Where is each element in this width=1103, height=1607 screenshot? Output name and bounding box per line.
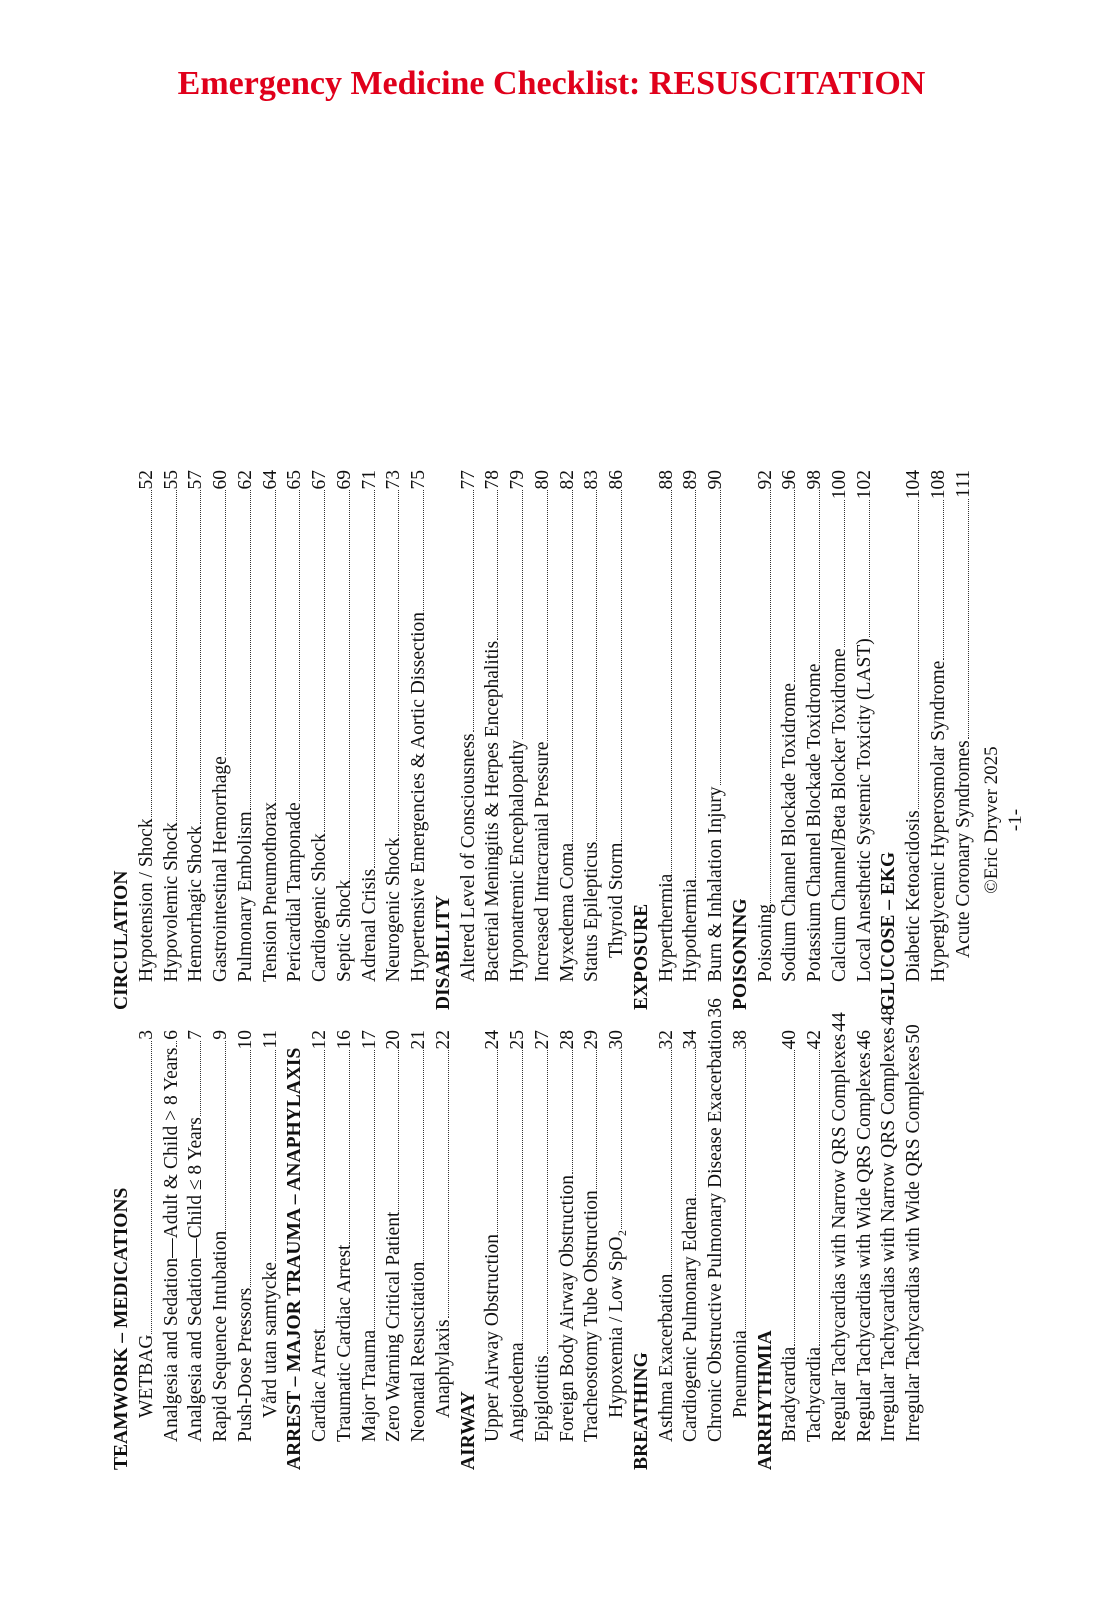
- dot-leader: [362, 491, 375, 868]
- toc-entry[interactable]: [927, 470, 952, 1010]
- toc-entry[interactable]: [209, 470, 234, 1010]
- page-number: -1-: [1005, 808, 1026, 832]
- toc-entry-page: 90: [705, 470, 726, 490]
- toc-entry[interactable]: [209, 1030, 234, 1470]
- toc-entry[interactable]: [506, 1030, 531, 1470]
- toc-entry[interactable]: [704, 470, 729, 1010]
- toc-entry-page: 78: [482, 470, 504, 490]
- toc-entry-label: Vård utan samtycke: [259, 1262, 281, 1418]
- toc-entry-label: Angioedema: [507, 1342, 528, 1442]
- toc-entry-label: Regular Tachycardias with Narrow QRS Complexes: [828, 1033, 850, 1442]
- toc-entry[interactable]: [531, 1030, 556, 1470]
- toc-entry-page: 104: [903, 470, 924, 500]
- toc-entry-page: 24: [482, 1030, 504, 1050]
- dot-leader: [659, 491, 672, 873]
- toc-entry-label: Rapid Sequence Intubation: [210, 1230, 231, 1442]
- toc-entry-page: 52: [135, 470, 157, 490]
- dot-leader: [312, 1051, 325, 1328]
- toc-entry-page: 11: [259, 1030, 281, 1049]
- toc-entry-label: Bradycardia: [779, 1346, 801, 1442]
- toc-entry[interactable]: [135, 1030, 160, 1470]
- toc-entry-page: 50: [903, 1024, 924, 1044]
- toc-entry-label: Cardiac Arrest: [309, 1328, 330, 1442]
- toc-entry-label: Adrenal Crisis: [358, 868, 380, 982]
- toc-entry-page: 38: [729, 1030, 751, 1050]
- section-heading: ARREST – MAJOR TRAUMA – ANAPHYLAXIS: [284, 1047, 306, 1470]
- toc-entry-label: Calcium Channel/Beta Blocker Toxidrome: [828, 648, 850, 982]
- dot-leader: [461, 491, 474, 733]
- toc-entry[interactable]: [135, 470, 160, 1010]
- toc-entry[interactable]: [481, 470, 506, 1010]
- toc-entry-page: 111: [952, 470, 974, 498]
- dot-leader: [486, 491, 499, 640]
- toc-entry-page: 62: [234, 470, 256, 490]
- toc-entry-page: 69: [333, 470, 355, 490]
- dot-leader: [857, 500, 870, 637]
- copyright-text: ©Eric Dryver 2025: [981, 746, 1002, 894]
- dot-leader: [510, 1051, 523, 1342]
- toc-entry[interactable]: [828, 1012, 853, 1470]
- dot-leader: [535, 1051, 548, 1355]
- toc-entry[interactable]: [556, 1030, 581, 1470]
- dot-leader: [807, 1051, 820, 1347]
- toc-entry-page: 28: [556, 1030, 578, 1050]
- toc-entry-label: Hypothermia: [680, 879, 702, 982]
- toc-entry-label: Foreign Body Airway Obstruction: [556, 1174, 578, 1442]
- dot-leader: [238, 491, 251, 811]
- toc-entry-label: Poisoning: [754, 903, 776, 982]
- toc-entry-page: 48: [878, 1005, 900, 1026]
- toc-entry[interactable]: [778, 470, 803, 1010]
- toc-entry[interactable]: [259, 470, 284, 1010]
- toc-entry[interactable]: [506, 470, 531, 1010]
- toc-entry-page: 82: [556, 470, 578, 490]
- toc-entry[interactable]: [358, 1030, 383, 1470]
- toc-entry-label: Bacterial Meningitis & Herpes Encephalitis: [482, 640, 504, 982]
- dot-leader: [535, 491, 548, 741]
- toc-entry-label: Anaphylaxis: [432, 1319, 454, 1418]
- toc-entry-page: 29: [581, 1030, 603, 1050]
- toc-entry-page: 80: [531, 470, 553, 490]
- table-of-contents: [110, 470, 974, 1470]
- toc-entry-label: Analgesia and Sedation—Adult & Child > 8 Years: [160, 1047, 182, 1442]
- toc-entry[interactable]: [778, 1030, 803, 1470]
- dot-leader: [288, 491, 301, 802]
- toc-entry[interactable]: [407, 1030, 432, 1470]
- toc-entry[interactable]: [160, 1030, 185, 1470]
- toc-entry-label: Hypotension / Shock: [135, 818, 157, 982]
- toc-entry-page: 83: [581, 470, 603, 490]
- toc-entry-label: WETBAG: [135, 1334, 157, 1418]
- toc-column-left: [110, 998, 927, 1470]
- toc-entry[interactable]: [952, 470, 977, 1010]
- toc-entry[interactable]: [160, 470, 185, 1010]
- toc-entry[interactable]: [902, 1024, 927, 1470]
- toc-entry-label: Pericardial Tamponade: [284, 802, 306, 982]
- toc-entry[interactable]: [877, 1005, 902, 1470]
- toc-entry-page: 108: [927, 470, 949, 500]
- toc-entry-label: Increased Intracranial Pressure: [531, 741, 553, 982]
- dot-leader: [362, 1051, 375, 1329]
- dot-leader: [510, 491, 523, 739]
- footer: [980, 720, 1060, 920]
- toc-entry-label: Hemorrhagic Shock: [185, 825, 207, 982]
- toc-entry[interactable]: [184, 470, 209, 1010]
- document-title: Emergency Medicine Checklist: RESUSCITATION: [177, 65, 926, 102]
- toc-entry-page: 25: [507, 1030, 528, 1050]
- toc-entry[interactable]: [184, 1030, 209, 1470]
- toc-entry[interactable]: [803, 1030, 828, 1470]
- dot-leader: [189, 1041, 202, 1116]
- toc-entry-label: Chronic Obstructive Pulmonary Disease Exacerbation: [705, 1019, 726, 1442]
- toc-entry-page: 42: [804, 1030, 825, 1050]
- toc-entry-label: Regular Tachycardias with Wide QRS Complexes: [853, 1052, 875, 1442]
- toc-entry-page: 10: [234, 1030, 256, 1050]
- toc-entry-label: Hypertensive Emergencies & Aortic Dissection: [408, 611, 429, 982]
- toc-entry[interactable]: [679, 470, 704, 1010]
- toc-entry[interactable]: [605, 470, 630, 1010]
- toc-column-right: [110, 470, 976, 1010]
- toc-entry[interactable]: [457, 470, 482, 1010]
- toc-entry-label: Cardiogenic Shock: [309, 833, 330, 982]
- toc-entry-label: Septic Shock: [333, 879, 355, 982]
- toc-entry-label: Status Epilepticus: [581, 841, 603, 982]
- toc-entry-page: 44: [828, 1012, 850, 1032]
- dot-leader: [337, 491, 350, 879]
- dot-leader: [411, 491, 424, 611]
- toc-entry-label: Tachycardia: [804, 1347, 825, 1442]
- toc-entry-label: Potassium Channel Blockade Toxidrome: [804, 663, 825, 982]
- toc-entry[interactable]: [234, 470, 259, 1010]
- toc-entry-page: 21: [408, 1030, 429, 1050]
- toc-entry-label: Hyponatremic Encephalopathy: [507, 739, 528, 982]
- toc-entry[interactable]: [605, 1030, 630, 1470]
- toc-entry[interactable]: [333, 1030, 358, 1470]
- toc-entry[interactable]: [556, 470, 581, 1010]
- toc-entry[interactable]: [729, 1030, 754, 1470]
- dot-leader: [411, 1051, 424, 1261]
- toc-entry-label: Traumatic Cardiac Arrest: [333, 1244, 355, 1442]
- toc-entry[interactable]: [333, 470, 358, 1010]
- dot-leader: [213, 1041, 226, 1230]
- toc-entry[interactable]: [704, 998, 729, 1470]
- dot-leader: [832, 500, 845, 647]
- toc-entry-label: Hypovolemic Shock: [160, 822, 182, 982]
- section-heading: EXPOSURE: [630, 903, 652, 1010]
- dot-leader: [213, 491, 226, 756]
- toc-entry-label: Diabetic Ketoacidosis: [903, 810, 924, 982]
- toc-entry[interactable]: [358, 470, 383, 1010]
- toc-entry-label: Neonatal Resuscitation: [408, 1261, 429, 1442]
- toc-entry[interactable]: [580, 1030, 605, 1470]
- dot-leader: [906, 500, 919, 809]
- toc-entry-label: Asthma Exacerbation: [655, 1273, 677, 1442]
- toc-entry[interactable]: [853, 1030, 878, 1470]
- dot-leader: [783, 491, 796, 683]
- toc-entry-page: 65: [284, 470, 306, 490]
- dot-leader: [733, 1051, 746, 1330]
- toc-entry[interactable]: [308, 470, 333, 1010]
- toc-entry-label: Altered Level of Consciousness: [457, 733, 479, 982]
- dot-leader: [337, 1051, 350, 1244]
- dot-leader: [560, 1051, 573, 1174]
- toc-entry-page: 89: [680, 470, 702, 490]
- toc-entry-page: 102: [853, 470, 875, 500]
- dot-leader: [807, 491, 820, 663]
- dot-leader: [585, 491, 598, 841]
- toc-entry[interactable]: [283, 470, 308, 1010]
- section-heading: CIRCULATION: [111, 870, 132, 1010]
- dot-leader: [659, 1051, 672, 1273]
- toc-entry-label: Myxedema Coma: [556, 842, 578, 982]
- dot-leader: [684, 1051, 697, 1197]
- toc-entry-label: Pneumonia: [729, 1330, 751, 1418]
- toc-entry[interactable]: [382, 470, 407, 1010]
- section-heading: POISONING: [729, 898, 751, 1010]
- dot-leader: [436, 1051, 449, 1319]
- toc-entry-page: 92: [754, 470, 776, 490]
- section-heading: AIRWAY: [457, 1391, 479, 1470]
- toc-entry-page: 7: [185, 1030, 207, 1040]
- toc-entry-label: Analgesia and Sedation—Child ≤ 8 Years: [185, 1117, 207, 1442]
- toc-entry-page: 3: [135, 1030, 157, 1040]
- toc-entry[interactable]: [432, 1030, 457, 1470]
- toc-entry-page: 57: [185, 470, 207, 490]
- toc-entry[interactable]: [655, 1030, 680, 1470]
- dot-leader: [486, 1051, 499, 1234]
- dot-leader: [238, 1051, 251, 1287]
- toc-entry-page: 36: [705, 998, 726, 1018]
- toc-entry-page: 86: [606, 470, 627, 490]
- toc-entry[interactable]: [308, 1030, 333, 1470]
- toc-entry-page: 100: [828, 470, 850, 500]
- toc-entry[interactable]: [407, 470, 432, 1010]
- dot-leader: [931, 500, 944, 659]
- toc-entry-page: 16: [333, 1030, 355, 1050]
- toc-entry[interactable]: [754, 470, 779, 1010]
- toc-entry-page: 17: [358, 1030, 380, 1050]
- toc-entry-page: 30: [606, 1030, 627, 1050]
- toc-entry-page: 67: [309, 470, 330, 490]
- toc-entry-label: Hypoxemia / Low SpO₂: [606, 1229, 627, 1418]
- section-heading: TEAMWORK – MEDICATIONS: [111, 1187, 132, 1470]
- dot-leader: [139, 1041, 152, 1334]
- dot-leader: [312, 491, 325, 833]
- dot-leader: [956, 499, 969, 739]
- toc-entry[interactable]: [679, 1030, 704, 1470]
- dot-leader: [684, 491, 697, 879]
- dot-leader: [609, 491, 622, 842]
- dot-leader: [189, 491, 202, 825]
- section-heading: GLUCOSE – EKG: [878, 851, 900, 1010]
- toc-entry-page: 34: [680, 1030, 702, 1050]
- toc-entry-page: 98: [804, 470, 825, 490]
- toc-entry-label: Upper Airway Obstruction: [482, 1234, 504, 1442]
- toc-entry-page: 64: [259, 470, 281, 490]
- toc-entry[interactable]: [828, 470, 853, 1010]
- toc-entry-label: Neurogenic Shock: [383, 837, 405, 982]
- section-heading: BREATHING: [630, 1352, 652, 1470]
- dot-leader: [387, 491, 400, 837]
- toc-entry-page: 71: [358, 470, 380, 490]
- toc-entry-label: Tension Pneumothorax: [259, 801, 281, 982]
- toc-entry-page: 20: [383, 1030, 405, 1050]
- toc-entry-page: 32: [655, 1030, 677, 1050]
- toc-entry-label: Irregular Tachycardias with Narrow QRS Complexes: [878, 1027, 900, 1442]
- toc-entry-page: 73: [383, 470, 405, 490]
- toc-entry-label: Burn & Inhalation Injury: [705, 786, 726, 982]
- dot-leader: [585, 1051, 598, 1190]
- toc-entry-label: Local Anesthetic Systemic Toxicity (LAST): [853, 638, 875, 982]
- dot-leader: [164, 1041, 177, 1047]
- toc-entry[interactable]: [259, 1030, 284, 1470]
- toc-entry[interactable]: [902, 470, 927, 1010]
- toc-entry-page: 9: [210, 1030, 231, 1040]
- toc-entry-page: 46: [853, 1030, 875, 1050]
- toc-entry-page: 40: [779, 1030, 801, 1050]
- toc-entry-page: 22: [432, 1030, 454, 1050]
- toc-entry-page: 96: [779, 470, 801, 490]
- toc-entry-page: 6: [160, 1030, 182, 1040]
- toc-entry-label: Cardiogenic Pulmonary Edema: [680, 1197, 702, 1442]
- toc-entry-label: Major Trauma: [358, 1329, 380, 1442]
- toc-entry-page: 77: [457, 470, 479, 490]
- toc-entry[interactable]: [481, 1030, 506, 1470]
- toc-entry-label: Zero Warning Critical Patient: [383, 1211, 405, 1442]
- dot-leader: [609, 1051, 622, 1229]
- toc-entry-label: Pulmonary Embolism: [234, 811, 256, 982]
- toc-entry[interactable]: [382, 1030, 407, 1470]
- toc-entry-page: 60: [210, 470, 231, 490]
- dot-leader: [758, 491, 771, 903]
- dot-leader: [263, 491, 276, 801]
- toc-entry-label: Acute Coronary Syndromes: [952, 740, 974, 958]
- toc-entry[interactable]: [803, 470, 828, 1010]
- toc-entry-page: 55: [160, 470, 182, 490]
- toc-entry[interactable]: [531, 470, 556, 1010]
- dot-leader: [139, 491, 152, 818]
- toc-entry[interactable]: [580, 470, 605, 1010]
- toc-entry-page: 79: [507, 470, 528, 490]
- toc-entry-page: 12: [309, 1030, 330, 1050]
- toc-entry-label: Tracheostomy Tube Obstruction: [581, 1190, 603, 1442]
- toc-entry[interactable]: [853, 470, 878, 1010]
- section-heading: ARRHYTHMIA: [754, 1330, 776, 1470]
- toc-entry-label: Hyperthermia: [655, 873, 677, 982]
- toc-entry[interactable]: [655, 470, 680, 1010]
- toc-entry-label: Epiglottitis: [531, 1355, 553, 1442]
- toc-entry[interactable]: [234, 1030, 259, 1470]
- dot-leader: [783, 1051, 796, 1346]
- toc-entry-page: 88: [655, 470, 677, 490]
- dot-leader: [164, 491, 177, 822]
- dot-leader: [708, 491, 721, 786]
- section-heading: DISABILITY: [432, 895, 454, 1010]
- dot-leader: [857, 1051, 870, 1052]
- toc-entry-page: 75: [408, 470, 429, 490]
- toc-entry-label: Push-Dose Pressors: [234, 1287, 256, 1442]
- toc-entry-label: Gastrointestinal Hemorrhage: [210, 756, 231, 982]
- toc-entry-page: 27: [531, 1030, 553, 1050]
- dot-leader: [387, 1051, 400, 1211]
- toc-entry-label: Hyperglycemic Hyperosmolar Syndrome: [927, 660, 949, 982]
- toc-entry-label: Irregular Tachycardias with Wide QRS Complexes: [903, 1045, 924, 1442]
- dot-leader: [560, 491, 573, 842]
- toc-entry-label: Sodium Channel Blockade Toxidrome: [779, 683, 801, 982]
- toc-entry-label: Thyroid Storm: [606, 842, 627, 958]
- dot-leader: [263, 1050, 276, 1261]
